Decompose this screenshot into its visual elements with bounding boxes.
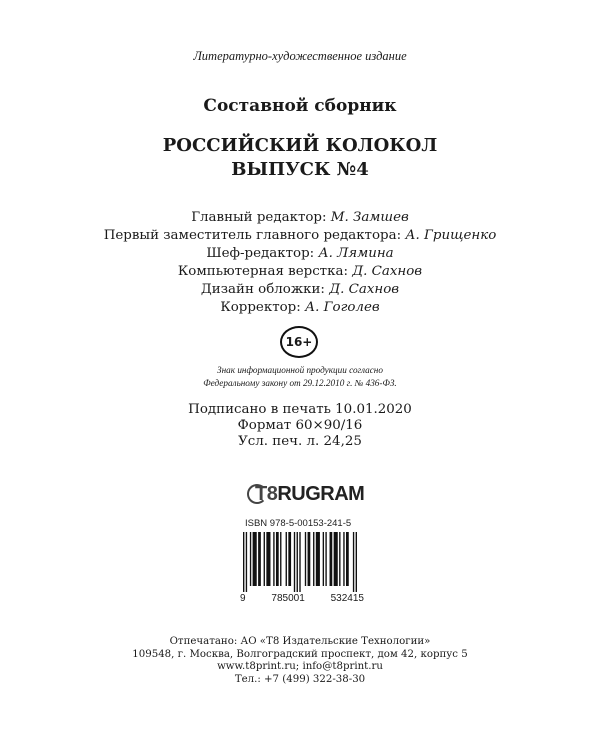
age-rating-badge: 16+ [280,326,318,358]
barcode-bar [353,532,354,592]
barcode-bar [250,532,251,586]
barcode-digits: 9 785001 532415 [240,593,364,604]
barcode-bar [266,532,270,586]
credit-line: Компьютерная верстка: Д. Сахнов [177,264,423,279]
barcode-bar [294,532,295,592]
barcode-bar [325,532,326,586]
barcode-bar [253,532,257,586]
barcode-bar [334,532,338,586]
compilation-label: Составной сборник [203,96,397,116]
barcode-bar [246,532,247,592]
barcode-bar [243,532,244,592]
credit-line: Главный редактор: М. Замшев [191,210,409,225]
credit-line: Дизайн обложки: Д. Сахнов [200,282,400,297]
edition-type: Литературно-художественное издание [193,49,407,63]
isbn-number: ISBN 978-5-00153-241-5 [245,518,352,529]
book-title [0,134,600,182]
barcode-bar [258,532,261,586]
barcode-bar [343,532,344,586]
signed-date: Подписано в печать 10.01.2020 [188,402,412,417]
barcode-bar [299,532,300,592]
title-line-2: ВЫПУСК №4 [231,159,369,180]
credits-list [0,209,600,317]
title-line-1: РОССИЙСКИЙ КОЛОКОЛ [162,135,438,156]
credit-line: Шеф-редактор: А. Лямина [206,246,394,261]
barcode-bar [286,532,287,586]
print-info [0,402,600,450]
barcode-bar [308,532,311,586]
barcode-bar [273,532,274,586]
barcode-bar [297,532,298,592]
barcode-bar [288,532,291,586]
barcode-bar [264,532,265,586]
credit-line: Корректор: А. Гоголев [220,300,380,315]
credit-line: Первый заместитель главного редактора: А. Грищенко [103,228,497,243]
barcode-bar [346,532,349,586]
barcode-bar [280,532,281,586]
barcode-bar [323,532,324,586]
barcode-bar [313,532,314,586]
printer-info: Отпечатано: АО «Т8 Издательские Технологии» 109548, г. Москва, Волгоградский проспект, дом 42, корпус 5 www.t8print.ru; info@t8print.ru Тел.: +7 (499) 322-38-30 [132,636,468,685]
barcode-bar [316,532,320,586]
barcode-bar [339,532,340,586]
t8-rugram-logo: T8RUGRAM [247,481,364,507]
paper-format: Формат 60×90/16 [237,418,363,433]
barcode-bar [356,532,357,592]
barcode-bar [330,532,333,586]
law-notice: Знак информационной продукции согласно Федеральному закону от 29.12.2010 г. № 436-ФЗ. [203,365,397,388]
printed-sheets: Усл. печ. л. 24,25 [238,434,362,449]
barcode-icon [243,532,357,592]
barcode-bar [276,532,279,586]
barcode-bar [305,532,306,586]
